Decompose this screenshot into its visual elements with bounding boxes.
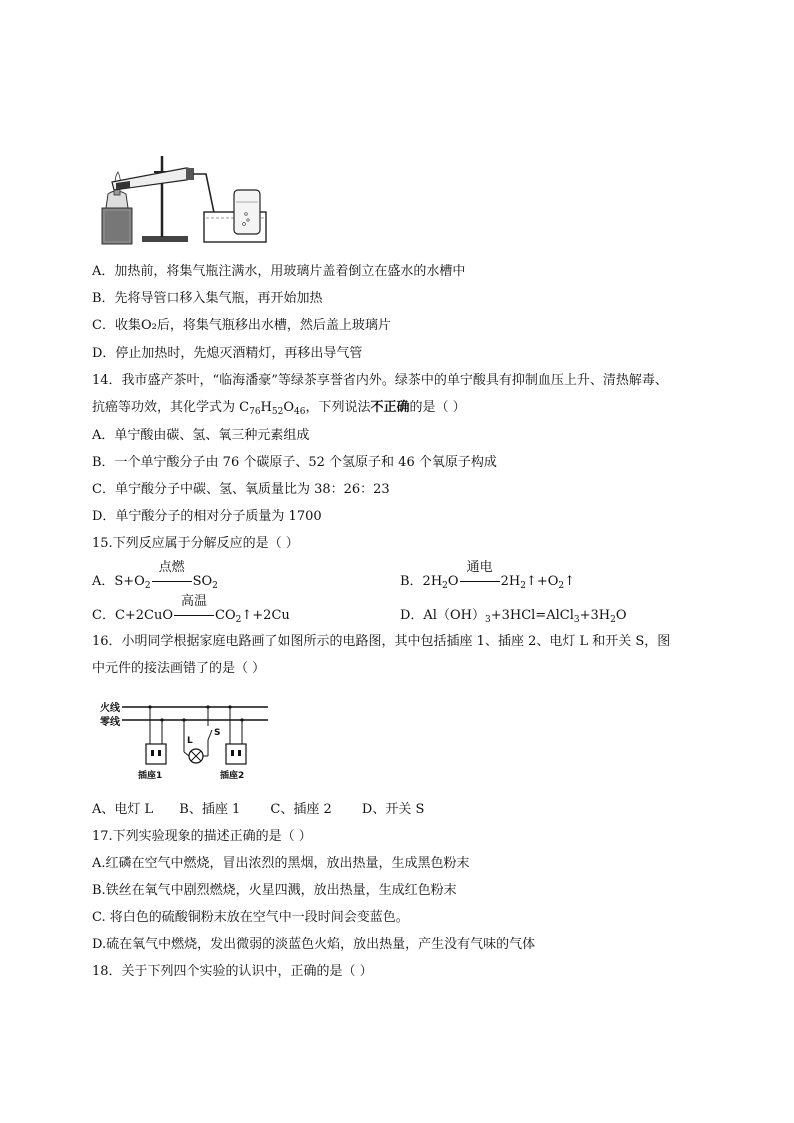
q15-option-d: [400, 606, 627, 626]
q16-stem-line2: 中元件的接法画错了的是（ ）: [92, 661, 266, 676]
q15-b-tail: ↑+O: [525, 574, 559, 589]
socket1-label: 插座1: [138, 771, 163, 781]
q14-formula-prefix: 抗癌等功效，其化学式为 C: [92, 400, 250, 415]
lamp-label: L: [187, 736, 193, 746]
q17-stem: 17.下列实验现象的描述正确的是（ ）: [92, 829, 312, 844]
circuit-diagram-svg: [100, 696, 270, 782]
q16-stem-line1: 16．小明同学根据家庭电路画了如图所示的电路图，其中包括插座 1、插座 2、电灯 L 和开关 S，图: [92, 634, 671, 649]
q16-option-c: C、插座 2: [270, 802, 332, 817]
q17-option-a: A.红磷在空气中燃烧，冒出浓烈的黑烟，放出热量，生成黑色粉末: [92, 856, 470, 871]
q14-sub-o: 46: [294, 407, 306, 417]
q18-stem: 18．关于下列四个实验的认识中，正确的是（ ）: [92, 964, 373, 979]
q17-option-c: C. 将白色的硫酸铜粉末放在空气中一段时间会变蓝色。: [92, 910, 409, 925]
q15-c-condition: [174, 594, 214, 626]
q14-sub-h: 52: [271, 407, 284, 417]
q15-c-product-sub: 2: [235, 615, 242, 625]
q15-c-reactants: C．C+2CuO: [92, 608, 174, 623]
q15-a-product: SO: [192, 574, 213, 589]
q15-d-tail: +3H: [579, 608, 611, 623]
q15-a-product-sub: 2: [212, 581, 218, 591]
q15-c-product: CO: [215, 608, 236, 623]
q15-b-product: 2H: [500, 574, 521, 589]
q15-b-reactant: B．2H: [400, 574, 443, 589]
q15-b-end: ↑: [564, 574, 576, 589]
switch-label: S: [214, 728, 221, 738]
q17-option-b: B.铁丝在氧气中剧烈燃烧，火星四溅，放出热量，生成红色粉末: [92, 883, 457, 898]
q17-option-d: D.硫在氧气中燃烧，发出微弱的淡蓝色火焰，放出热量，产生没有气味的气体: [92, 937, 536, 952]
q13-option-d: D．停止加热时，先熄灭酒精灯，再移出导气管: [92, 346, 363, 361]
q14-stem-line2: [92, 398, 466, 418]
q15-b-condition: [460, 560, 500, 592]
q14-stem-mid: ，下列说法: [305, 400, 371, 415]
q15-stem: 15.下列反应属于分解反应的是（ ）: [92, 536, 299, 551]
q16-option-d: D、开关 S: [361, 802, 425, 817]
q14-sub-c: 76: [249, 407, 261, 417]
q15-a-sub: 2: [144, 581, 151, 591]
q15-b-o: O: [447, 574, 459, 589]
q14-option-c: C．单宁酸分子中碳、氢、氧质量比为 38：26：23: [92, 482, 390, 497]
q15-c-tail: ↑+2Cu: [241, 608, 290, 623]
q15-c-condition-bar: [174, 615, 214, 616]
live-wire-label: 火线: [100, 703, 120, 714]
q15-a-condition-text: 点燃: [158, 560, 185, 575]
neutral-wire-label: 零线: [100, 717, 120, 728]
oxygen-apparatus-figure: [96, 150, 274, 246]
q14-option-b: B．一个单宁酸分子由 76 个碳原子、52 个氢原子和 46 个氧原子构成: [92, 455, 497, 470]
q15-a-condition: [152, 560, 192, 592]
q16-option-a: A、电灯 L: [92, 802, 154, 817]
q15-option-b: [400, 560, 576, 592]
q14-stem-tail: 的是（ ）: [409, 400, 466, 415]
q14-option-d: D．单宁酸分子的相对分子质量为 1700: [92, 509, 322, 524]
q15-b-condition-bar: [460, 581, 500, 582]
q14-formula-o: O: [283, 400, 295, 415]
q15-b-product-sub: 2: [520, 581, 526, 591]
q15-b-condition-text: 通电: [466, 560, 493, 575]
q16-options: [92, 800, 424, 820]
q14-stem-line1: 14．我市盛产茶叶，“临海潘豪”等绿茶享誉省内外。绿茶中的单宁酸具有抑制血压上升、清热解毒、: [92, 373, 668, 388]
q15-d-reactant: D．Al（OH）: [400, 608, 485, 623]
q13-option-c: C．收集O₂后，将集气瓶移出水槽，然后盖上玻璃片: [92, 318, 391, 333]
q15-option-a: [92, 560, 218, 592]
q13-option-b: B．先将导管口移入集气瓶，再开始加热: [92, 291, 323, 306]
q15-d-tail-sub: 2: [610, 615, 616, 625]
socket2-label: 插座2: [220, 771, 245, 781]
q14-formula-h: H: [260, 400, 272, 415]
q15-d-sub2: 3: [573, 615, 580, 625]
q15-d-sub: 3: [484, 615, 491, 625]
circuit-diagram-figure: [100, 696, 270, 782]
q14-stem-emphasis: 不正确: [370, 400, 410, 415]
q15-d-end: O: [615, 608, 627, 623]
q15-a-reactants: A．S+O: [92, 574, 145, 589]
q14-option-a: A．单宁酸由碳、氢、氧三种元素组成: [92, 428, 310, 443]
q15-b-tail-sub: 2: [558, 581, 565, 591]
q15-option-c: [92, 594, 290, 626]
q15-b-sub: 2: [442, 581, 448, 591]
q15-d-mid: +3HCl=AlCl: [490, 608, 574, 623]
q15-c-condition-text: 高温: [181, 594, 208, 609]
q13-option-a: A．加热前，将集气瓶注满水，用玻璃片盖着倒立在盛水的水槽中: [92, 264, 466, 279]
q16-option-b: B、插座 1: [179, 802, 241, 817]
q15-a-condition-bar: [152, 581, 192, 582]
